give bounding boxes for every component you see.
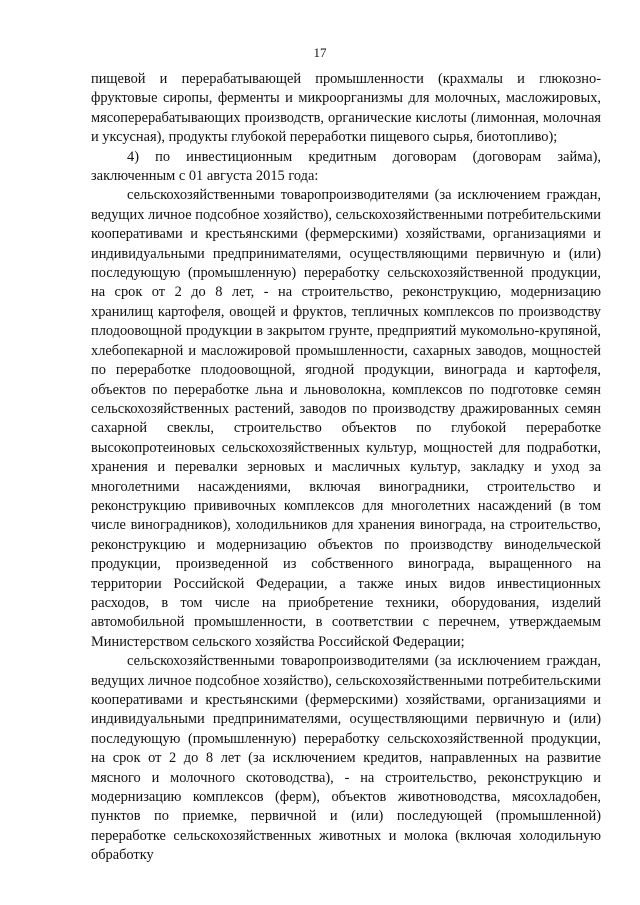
paragraph-item-4: 4) по инвестиционным кредитным договорам (договорам займа), заключенным с 01 августа 2015 года: (91, 148, 601, 185)
document-body (91, 70, 601, 866)
paragraph-continuation: пищевой и перерабатывающей промышленности (крахмалы и глюкозно-фруктовые сиропы, ферменты и микроорганизмы для молочных, масложировых, мясоперерабатывающих производств, органические кислоты (лимонная, молочная и уксусная), продукты глубокой переработки пищевого сырья, биотопливо); (91, 71, 601, 146)
page-number: 17 (313, 45, 327, 60)
paragraph-livestock-investment: сельскохозяйственными товаропроизводителями (за исключением граждан, ведущих личное подсобное хозяйство), сельскохозяйственными потребительскими кооперативами и крестьянскими (фермерскими) хозяйствами, организациями и индивидуальными предпринимателями, осуществляющими первичную и (или) последующую (промышленную) переработку сельскохозяйственной продукции, на срок от 2 до 8 лет (за исключением кредитов, направленных на развитие мясного и молочного скотоводства), - на строительство, реконструкцию и модернизацию комплексов (ферм), объектов животноводства, мясохладобен, пунктов по приемке, первичной и (или) последующей (промышленной) переработке сельскохозяйственных животных и молока (включая холодильную обработку (91, 653, 601, 864)
paragraph-crop-investment: сельскохозяйственными товаропроизводителями (за исключением граждан, ведущих личное подсобное хозяйство), сельскохозяйственными потребительскими кооперативами и крестьянскими (фермерскими) хозяйствами, организациями и индивидуальными предпринимателями, осуществляющими первичную и (или) последующую (промышленную) переработку сельскохозяйственной продукции, на срок от 2 до 8 лет, - на строительство, реконструкцию, модернизацию хранилищ картофеля, овощей и фруктов, тепличных комплексов по производству плодоовощной продукции в закрытом грунте, предприятий мукомольно-крупяной, хлебопекарной и масложировой промышленности, сахарных заводов, мощностей по переработке плодоовощной, ягодной продукции, винограда и картофеля, объектов по переработке льна и льноволокна, комплексов по подготовке семян сельскохозяйственных растений, заводов по производству дражированных семян сахарной свеклы, строительство объектов по глубокой переработке высокопротеиновых сельскохозяйственных культур, мощностей для подработки, хранения и перевалки зерновых и масличных культур, закладку и уход за многолетними насаждениями, включая виноградники, строительство и реконструкцию прививочных комплексов для многолетних насаждений (в том числе виноградников), холодильников для хранения винограда, на строительство, реконструкцию и модернизацию объектов по производству винодельческой продукции, произведенной из собственного винограда, выращенного на территории Российской Федерации, а также иных видов инвестиционных расходов, в том числе на приобретение техники, оборудования, изделий автомобильной промышленности, в соответствии с перечнем, утверждаемым Министерством сельского хозяйства Российской Федерации; (91, 187, 601, 650)
